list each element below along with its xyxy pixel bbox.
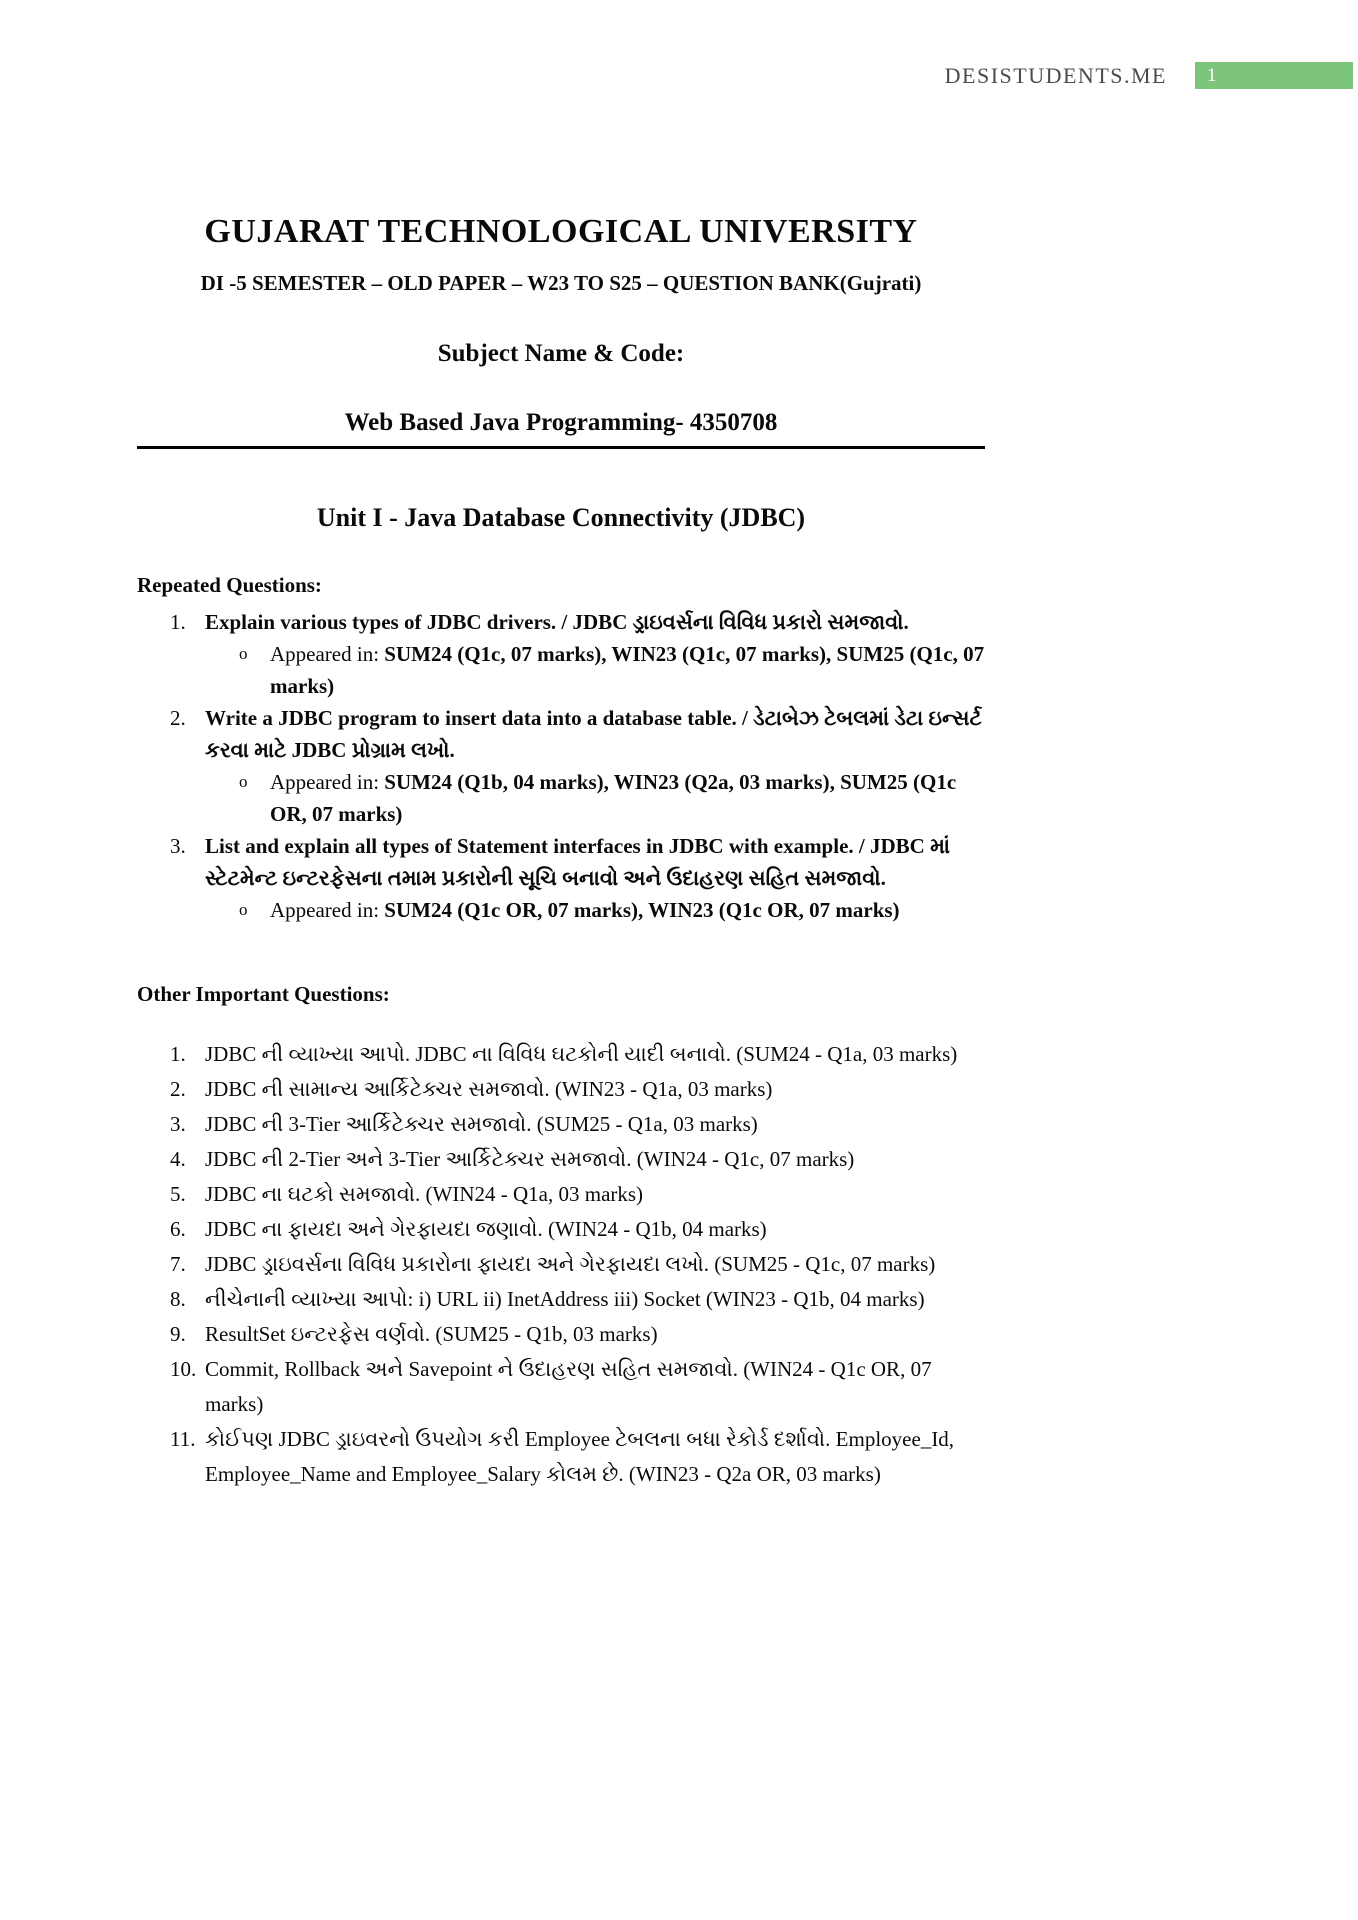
appeared-label: Appeared in: xyxy=(270,770,385,795)
question-item xyxy=(137,1177,985,1212)
repeated-questions-section xyxy=(137,573,985,926)
appeared-detail: SUM24 (Q1c OR, 07 marks), WIN23 (Q1c OR, 07 marks) xyxy=(384,898,900,923)
question-item xyxy=(137,1422,985,1492)
appeared-label: Appeared in: xyxy=(270,898,385,923)
subject-label: Subject Name & Code: xyxy=(437,340,685,368)
question-item xyxy=(137,702,985,766)
other-questions-heading: Other Important Questions: xyxy=(137,982,390,1007)
question-item xyxy=(137,1212,985,1247)
document-content xyxy=(0,212,1358,1492)
repeated-questions-list xyxy=(137,606,985,926)
page-header xyxy=(0,62,1358,89)
site-name: DESISTUDENTS.ME xyxy=(944,62,1167,88)
question-item xyxy=(137,1247,985,1282)
question-text: ResultSet ઇન્ટરફેસ વર્ણવો. (SUM25 - Q1b, 03 marks) xyxy=(205,1322,658,1347)
question-text: કોઈપણ JDBC ડ્રાઇવરનો ઉપયોગ કરી Employee ટેબલના બધા રેકોર્ડ દર્શાવો. Employee_Id, Employee_Name and Employee_Salary કોલમ છે. (WIN23 - Q2a OR, 03 marks) xyxy=(205,1427,955,1487)
circle-bullet-icon: o xyxy=(239,900,248,920)
appeared-label: Appeared in: xyxy=(270,642,385,667)
question-number: 5. xyxy=(170,1182,186,1207)
question-number: 6. xyxy=(170,1217,186,1242)
appeared-detail: SUM24 (Q1b, 04 marks), WIN23 (Q2a, 03 marks), SUM25 (Q1c OR, 07 marks) xyxy=(270,770,957,827)
question-number: 7. xyxy=(170,1252,186,1277)
question-number: 3. xyxy=(170,1112,186,1137)
question-text: Write a JDBC program to insert data into a database table. / ડેટાબેઝ ટેબલમાં ડેટા ઇન્સર્ટ કરવા માટે JDBC પ્રોગ્રામ લખો. xyxy=(205,706,982,763)
appeared-row xyxy=(137,638,985,702)
appeared-text xyxy=(270,766,985,830)
question-text: JDBC ની 2-Tier અને 3-Tier આર્કિટેક્ચર સમજાવો. (WIN24 - Q1c, 07 marks) xyxy=(205,1147,855,1172)
question-text: List and explain all types of Statement interfaces in JDBC with example. / JDBC માં સ્ટેટમેન્ટ ઇન્ટરફેસના તમામ પ્રકારોની સૂચિ બનાવો અને ઉદાહરણ સહિત સમજાવો. xyxy=(205,834,951,891)
question-text: JDBC ના ઘટકો સમજાવો. (WIN24 - Q1a, 03 marks) xyxy=(205,1182,644,1207)
question-item xyxy=(137,1107,985,1142)
question-text: Explain various types of JDBC drivers. / JDBC ડ્રાઇવર્સના વિવિધ પ્રકારો સમજાવો. xyxy=(205,610,909,635)
other-questions-section xyxy=(137,982,985,1492)
appeared-text xyxy=(270,638,985,702)
appeared-row xyxy=(137,894,985,926)
appeared-text xyxy=(270,894,985,926)
page-number-badge: 1 xyxy=(1195,62,1353,89)
question-item xyxy=(137,1317,985,1352)
question-item xyxy=(137,606,985,638)
question-number: 4. xyxy=(170,1147,186,1172)
question-text: નીચેનાની વ્યાખ્યા આપો: i) URL ii) InetAddress iii) Socket (WIN23 - Q1b, 04 marks) xyxy=(205,1287,925,1312)
question-number: 3. xyxy=(170,834,186,859)
unit-title: Unit I - Java Database Connectivity (JDBC) xyxy=(316,503,806,533)
university-title: GUJARAT TECHNOLOGICAL UNIVERSITY xyxy=(204,213,918,250)
appeared-row xyxy=(137,766,985,830)
question-text: JDBC ની 3-Tier આર્કિટેક્ચર સમજાવો. (SUM25 - Q1a, 03 marks) xyxy=(205,1112,758,1137)
question-number: 11. xyxy=(170,1427,196,1452)
circle-bullet-icon: o xyxy=(239,772,248,792)
question-text: Commit, Rollback અને Savepoint ને ઉદાહરણ સહિત સમજાવો. (WIN24 - Q1c OR, 07 marks) xyxy=(205,1357,932,1417)
question-number: 10. xyxy=(170,1357,197,1382)
question-text: JDBC ની સામાન્ય આર્કિટેક્ચર સમજાવો. (WIN23 - Q1a, 03 marks) xyxy=(205,1077,773,1102)
subject-name: Web Based Java Programming- 4350708 xyxy=(344,409,778,437)
question-number: 9. xyxy=(170,1322,186,1347)
question-text: JDBC ડ્રાઇવર્સના વિવિધ પ્રકારોના ફાયદા અને ગેરફાયદા લખો. (SUM25 - Q1c, 07 marks) xyxy=(205,1252,936,1277)
question-number: 2. xyxy=(170,706,186,731)
question-item xyxy=(137,1037,985,1072)
question-item xyxy=(137,1072,985,1107)
paper-subtitle: DI -5 SEMESTER – OLD PAPER – W23 TO S25 – QUESTION BANK(Gujrati) xyxy=(200,270,922,295)
question-number: 8. xyxy=(170,1287,186,1312)
question-text: JDBC ની વ્યાખ્યા આપો. JDBC ના વિવિધ ઘટકોની યાદી બનાવો. (SUM24 - Q1a, 03 marks) xyxy=(205,1042,958,1067)
horizontal-rule xyxy=(137,446,985,449)
question-item xyxy=(137,830,985,894)
question-item xyxy=(137,1142,985,1177)
circle-bullet-icon: o xyxy=(239,644,248,664)
question-text: JDBC ના ફાયદા અને ગેરફાયદા જણાવો. (WIN24 - Q1b, 04 marks) xyxy=(205,1217,767,1242)
question-item xyxy=(137,1352,985,1422)
question-number: 2. xyxy=(170,1077,186,1102)
repeated-questions-heading: Repeated Questions: xyxy=(137,573,322,598)
question-number: 1. xyxy=(170,610,186,635)
appeared-detail: SUM24 (Q1c, 07 marks), WIN23 (Q1c, 07 marks), SUM25 (Q1c, 07 marks) xyxy=(270,642,985,699)
question-number: 1. xyxy=(170,1042,186,1067)
other-questions-list xyxy=(137,1037,985,1492)
question-item xyxy=(137,1282,985,1317)
